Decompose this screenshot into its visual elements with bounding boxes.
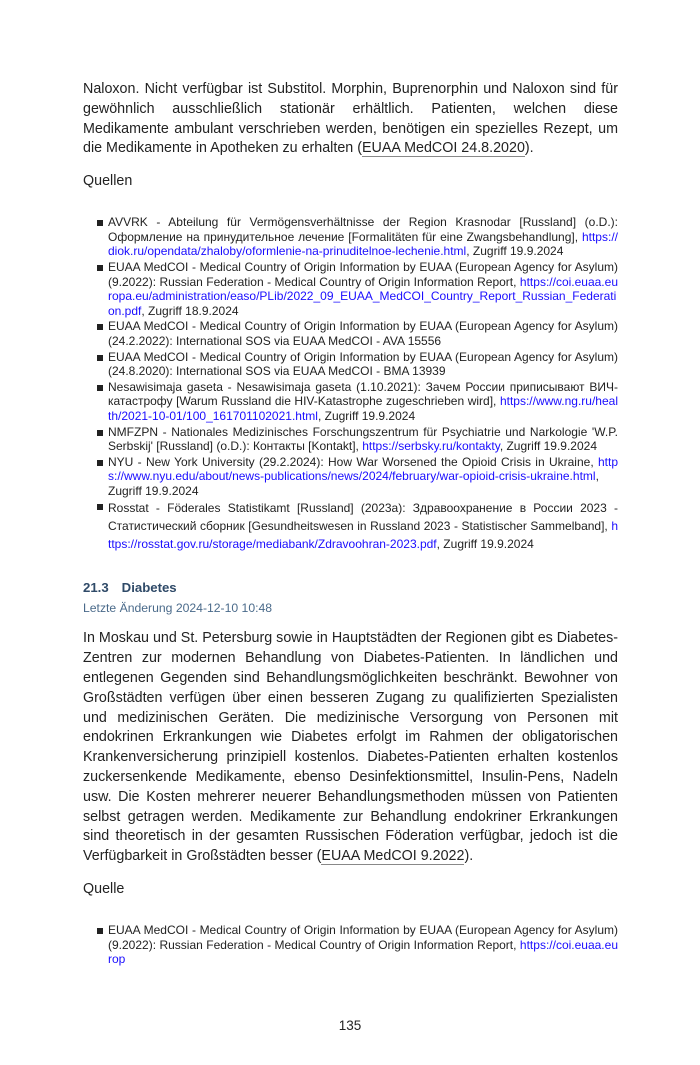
reference-link[interactable]: https://diok.ru/opendata/zhaloby/oformlenie-na-prinuditelnoe-lechenie.html [108, 229, 618, 259]
section-title: Diabetes [121, 580, 177, 596]
reference-text: NMFZPN - Nationales Medizinisches Forschungszentrum für Psychiatrie und Narkologie 'W.P. Serbskij' [Russland] (o.D.): Контакты [Kontakt], [108, 424, 618, 454]
reference-item [108, 455, 618, 499]
reference-access-date: , Zugriff 19.9.2024 [499, 439, 597, 454]
reference-link[interactable]: https://serbsky.ru/kontakty [362, 439, 500, 454]
reference-link[interactable]: https://rosstat.gov.ru/storage/mediabank/Zdravoohran-2023.pdf [108, 519, 618, 552]
sources-label: Quellen [83, 173, 133, 190]
reference-text: EUAA MedCOI - Medical Country of Origin Information by EUAA (European Agency for Asylum) (9.2022): Russian Federation - Medical Country of Origin Information Report, [108, 923, 618, 952]
reference-item [108, 260, 618, 318]
reference-text: EUAA MedCOI - Medical Country of Origin Information by EUAA (European Agency for Asylum) (24.8.2020): International SOS via EUAA MedCOI - BMA 13939 [108, 349, 618, 379]
paragraph-text: ). [524, 140, 534, 157]
citation-link[interactable]: EUAA MedCOI 9.2022 [321, 848, 465, 865]
paragraph-text: ). [464, 848, 474, 865]
paragraph-text: Naloxon. Nicht verfügbar ist Substitol. Morphin, Buprenorphin und Naloxon sind für gewöhnlich ausschließlich stationär erhältlich. Patienten, welchen diese Medikamente ambulant verschrieben werden, benötigen ein spezielles Rezept, um die Medikamente in Apotheken zu erhalten ( [83, 81, 618, 157]
reference-link[interactable]: https://www.nyu.edu/about/news-publications/news/2024/february/war-opioid-crisis-ukraine.html [108, 454, 618, 484]
reference-text: NYU - New York University (29.2.2024): How War Worsened the Opioid Crisis in Ukraine, [108, 454, 598, 469]
reference-list [83, 215, 618, 553]
reference-link[interactable]: https://www.ng.ru/health/2021-10-01/100_161701102021.html [108, 394, 618, 423]
reference-item [108, 923, 618, 967]
reference-list [83, 923, 618, 967]
citation-link[interactable]: EUAA MedCOI 24.8.2020 [361, 140, 525, 157]
diabetes-paragraph [83, 629, 618, 867]
reference-item [108, 425, 618, 454]
intro-paragraph [83, 80, 618, 159]
reference-access-date: , Zugriff 19.9.2024 [466, 244, 564, 259]
reference-link[interactable]: https://coi.euaa.europ [108, 937, 618, 967]
reference-item [108, 350, 618, 379]
reference-item [108, 215, 618, 259]
reference-item [108, 499, 618, 553]
reference-link[interactable]: https://coi.euaa.europa.eu/administration/easo/PLib/2022_09_EUAA_MedCOI_Country_Report_Russian_Federation.pdf [108, 274, 618, 318]
reference-text: Nesawisimaja gaseta - Nesawisimaja gaseta (1.10.2021): Зачем России приписывают ВИЧ-катастрофу [Warum Russland die HIV-Katastrophe zugeschrieben wird], [108, 379, 618, 409]
section-number: 21.3 [83, 580, 109, 596]
reference-text: AVVRK - Abteilung für Vermögensverhältnisse der Region Krasnodar [Russland] (o.D.): Оформление на принудительное лечение [Formalitäten für eine Zwangsbehandlung], [108, 215, 618, 244]
reference-access-date: , Zugriff 18.9.2024 [141, 303, 239, 318]
sources-label: Quelle [83, 881, 125, 898]
reference-item [108, 380, 618, 424]
reference-access-date: , Zugriff 19.9.2024 [317, 408, 416, 423]
reference-access-date: , Zugriff 19.9.2024 [436, 537, 534, 552]
paragraph-text: In Moskau und St. Petersburg sowie in Hauptstädten der Regionen gibt es Diabetes-Zentren zur modernen Behandlung von Diabetes-Patienten. In ländlichen und entlegenen Gegenden sind Behandlungsmöglichkeiten beschränkt. Bewohner von Großstädten verfügen über einen besseren Zugang zu qualifizierten Spezialisten und medizinischen Geräten. Die medizinische Versorgung von Personen mit endokrinen Erkrankungen wie Diabetes erfolgt im Rahmen der obligatorischen Krankenversicherung prinzipiell kostenlos. Diabetes-Patienten erhalten kostenlos zuckersenkende Medikamente, ebenso Desinfektionsmittel, Insulin-Pens, Nadeln usw. Die Kosten mehrerer neuerer Behandlungsmethoden müssen von Patienten selbst getragen werden. Medikamente zur Behandlung endokriner Erkrankungen sind theoretisch in der gesamten Russischen Föderation verfügbar, jedoch ist die Verfügbarkeit in Großstädten besser ( [83, 630, 618, 865]
section-heading [83, 580, 618, 595]
reference-text: EUAA MedCOI - Medical Country of Origin Information by EUAA (European Agency for Asylum) (9.2022): Russian Federation - Medical Country of Origin Information Report, [108, 259, 618, 289]
reference-access-date: , Zugriff 19.9.2024 [108, 469, 599, 498]
reference-text: EUAA MedCOI - Medical Country of Origin Information by EUAA (European Agency for Asylum) (24.2.2022): International SOS via EUAA MedCOI - AVA 15556 [108, 319, 618, 348]
reference-text: Rosstat - Föderales Statistikamt [Russland] (2023a): Здравоохранение в России 2023 - Статистический сборник [Gesundheitswesen in Russland 2023 - Statistischer Sammelband], [108, 501, 618, 534]
last-changed: Letzte Änderung 2024-12-10 10:48 [83, 601, 273, 616]
reference-item [108, 319, 618, 348]
page-number: 135 [338, 1017, 362, 1033]
